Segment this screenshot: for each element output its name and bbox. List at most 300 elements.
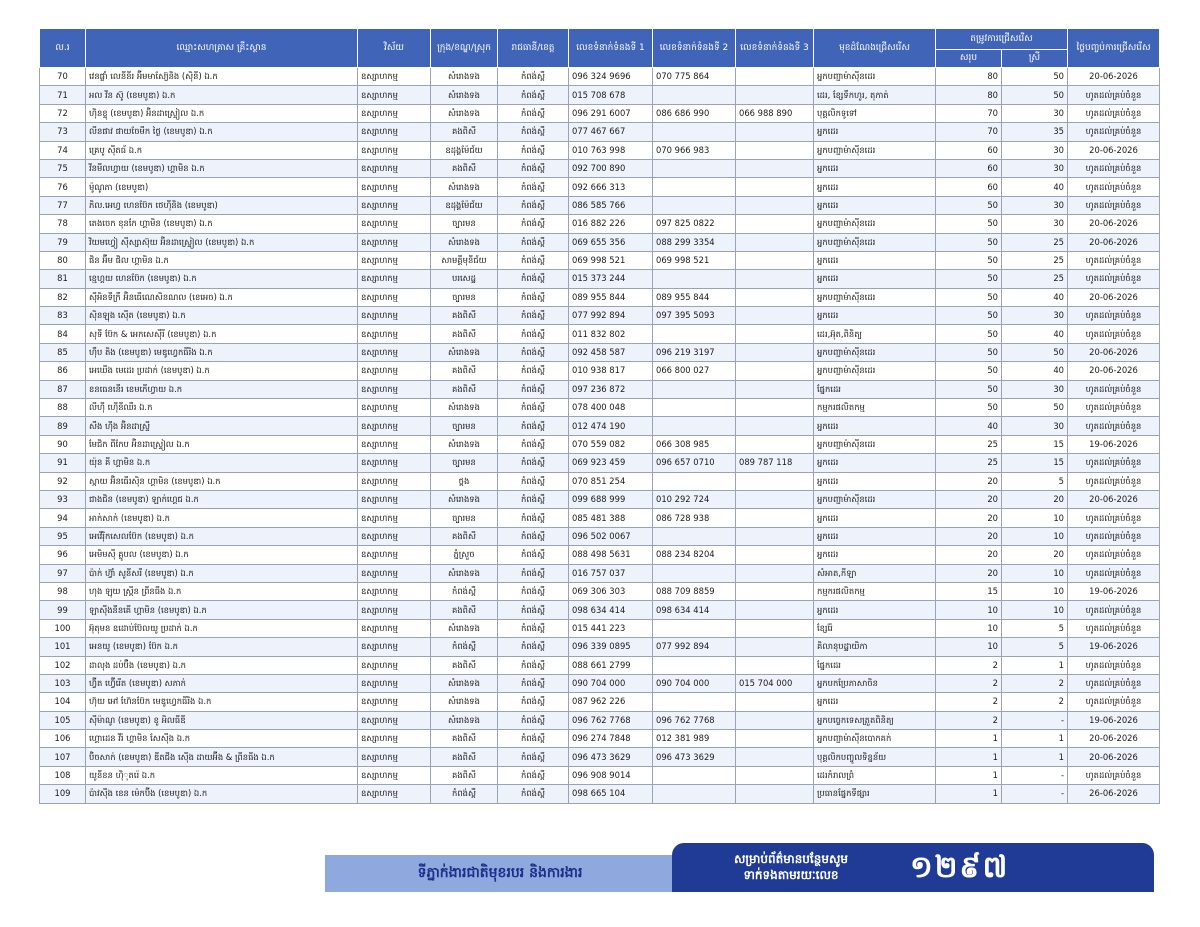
header-phone-3: លេខទំនាក់ទំនងទី 3 — [736, 29, 814, 68]
business-type: ឧស្សាហកម្ម — [358, 730, 431, 748]
phone-3 — [736, 141, 814, 159]
total-count: 2 — [936, 693, 1002, 711]
phone-2: 098 634 414 — [653, 601, 736, 619]
table-row — [40, 472, 1160, 490]
table-row — [40, 509, 1160, 527]
table-row — [40, 656, 1160, 674]
total-count: 50 — [936, 380, 1002, 398]
agency-banner — [325, 855, 675, 892]
company-name: ហុង ឡុយ ស្ព្រីន ព្រីនធីង ឯ.ក — [86, 582, 358, 600]
province: កំពង់ស្ពឺ — [498, 86, 569, 104]
company-name: អាក់សាក់ (ខេមបូឌា) ឯ.ក — [86, 509, 358, 527]
total-count: 1 — [936, 766, 1002, 784]
position: សំអាត,កីឡា — [814, 564, 936, 582]
deadline: ហូតដល់គ្រប់ចំនួន — [1068, 270, 1160, 288]
company-name: លីនផាវ ផាយចែមីក ថ្ងៃ (ខេមបូឌា) ឯ.ក — [86, 123, 358, 141]
business-type: ឧស្សាហកម្ម — [358, 656, 431, 674]
position: ដេរកំរាលព្រំ — [814, 766, 936, 784]
deadline: ហូតដល់គ្រប់ចំនួន — [1068, 178, 1160, 196]
female-count: 25 — [1002, 270, 1068, 288]
total-count: 80 — [936, 86, 1002, 104]
city: ច្បារមន — [431, 288, 498, 306]
female-count: 50 — [1002, 399, 1068, 417]
position: អ្នកបញ្ជាម៉ាស៊ីនដេរ — [814, 343, 936, 361]
row-number: 106 — [40, 730, 86, 748]
phone-2: 097 395 5093 — [653, 307, 736, 325]
header-position: មុខដំណែងជ្រើសរើស — [814, 29, 936, 68]
position: ដេរ, ខ្សែទឹកហូរ, តុកាត់ — [814, 86, 936, 104]
phone-2 — [653, 196, 736, 214]
table-row — [40, 362, 1160, 380]
table-row — [40, 693, 1160, 711]
female-count: - — [1002, 766, 1068, 784]
position: បុគ្គលិកទូទៅ — [814, 104, 936, 122]
city: គងពិសី — [431, 656, 498, 674]
phone-1: 090 704 000 — [569, 674, 653, 692]
deadline: 19-06-2026 — [1068, 582, 1160, 600]
business-type: ឧស្សាហកម្ម — [358, 582, 431, 600]
business-type: ឧស្សាហកម្ម — [358, 435, 431, 453]
business-type: ឧស្សាហកម្ម — [358, 380, 431, 398]
province: កំពង់ស្ពឺ — [498, 730, 569, 748]
phone-3 — [736, 472, 814, 490]
province: កំពង់ស្ពឺ — [498, 104, 569, 122]
city: គងពិសី — [431, 123, 498, 141]
position: អ្នកដេរ — [814, 509, 936, 527]
business-type: ឧស្សាហកម្ម — [358, 288, 431, 306]
city: ច្បារមន — [431, 215, 498, 233]
province: កំពង់ស្ពឺ — [498, 380, 569, 398]
job-listing-sheet — [39, 28, 1160, 804]
company-name: វីនមីលហ្វាយ (ខេមបូឌា) ហ្គាមិន ឯ.ក — [86, 159, 358, 177]
city: សំរោងទង — [431, 490, 498, 508]
total-count: 2 — [936, 711, 1002, 729]
table-row — [40, 178, 1160, 196]
row-number: 88 — [40, 399, 86, 417]
row-number: 103 — [40, 674, 86, 692]
table-row — [40, 159, 1160, 177]
header-recruitment-need: តម្រូវការជ្រើសរើស — [936, 29, 1068, 50]
phone-1: 098 634 414 — [569, 601, 653, 619]
row-number: 85 — [40, 343, 86, 361]
female-count: 10 — [1002, 601, 1068, 619]
table-row — [40, 564, 1160, 582]
table-row — [40, 288, 1160, 306]
female-count: 15 — [1002, 454, 1068, 472]
total-count: 40 — [936, 417, 1002, 435]
female-count: 40 — [1002, 325, 1068, 343]
phone-3 — [736, 325, 814, 343]
deadline: 20-06-2026 — [1068, 215, 1160, 233]
header-no: ល.រ — [40, 29, 86, 68]
phone-1: 069 306 303 — [569, 582, 653, 600]
deadline: ហូតដល់គ្រប់ចំនួន — [1068, 86, 1160, 104]
phone-1: 096 324 9696 — [569, 68, 653, 86]
province: កំពង់ស្ពឺ — [498, 619, 569, 637]
female-count: 5 — [1002, 472, 1068, 490]
position: ដេរ,អ៊ុត,ពិនិត្យ — [814, 325, 936, 343]
table-row — [40, 196, 1160, 214]
phone-2 — [653, 785, 736, 803]
phone-1: 096 908 9014 — [569, 766, 653, 784]
phone-2 — [653, 472, 736, 490]
company-name: ហ៊ិនខ្ទុ (ខេមបូឌា) អ៊ិនដាស្ទ្រៀល ឯ.ក — [86, 104, 358, 122]
phone-2: 070 966 983 — [653, 141, 736, 159]
city: គងពិសី — [431, 307, 498, 325]
business-type: ឧស្សាហកម្ម — [358, 104, 431, 122]
position: អ្នកដេរ — [814, 417, 936, 435]
province: កំពង់ស្ពឺ — [498, 270, 569, 288]
deadline: ហូតដល់គ្រប់ចំនួន — [1068, 674, 1160, 692]
deadline: 20-06-2026 — [1068, 730, 1160, 748]
city: ភ្នំស្រួច — [431, 546, 498, 564]
table-row — [40, 766, 1160, 784]
table-row — [40, 68, 1160, 86]
phone-3 — [736, 619, 814, 637]
position: អ្នកបញ្ជាម៉ាស៊ីនបោកគក់ — [814, 730, 936, 748]
province: កំពង់ស្ពឺ — [498, 472, 569, 490]
city: ច្បារមន — [431, 509, 498, 527]
phone-1: 016 882 226 — [569, 215, 653, 233]
total-count: 50 — [936, 399, 1002, 417]
city: សំរោងទង — [431, 178, 498, 196]
phone-2 — [653, 178, 736, 196]
phone-1: 070 559 082 — [569, 435, 653, 453]
female-count: 25 — [1002, 251, 1068, 269]
position: អ្នកបញ្ជាម៉ាស៊ីនដេរ — [814, 288, 936, 306]
business-type: ឧស្សាហកម្ម — [358, 178, 431, 196]
city: គងពិសី — [431, 380, 498, 398]
province: កំពង់ស្ពឺ — [498, 454, 569, 472]
total-count: 2 — [936, 656, 1002, 674]
row-number: 95 — [40, 527, 86, 545]
table-row — [40, 141, 1160, 159]
position: ខ្សែរ៉ែ — [814, 619, 936, 637]
city: សំរោងទង — [431, 435, 498, 453]
phone-1: 086 585 766 — [569, 196, 653, 214]
row-number: 90 — [40, 435, 86, 453]
company-name: អេឃើង មេដេរ ប្រដាក់ (ខេមបូឌា) ឯ.ក — [86, 362, 358, 380]
business-type: ឧស្សាហកម្ម — [358, 490, 431, 508]
deadline: ហូតដល់គ្រប់ចំនួន — [1068, 693, 1160, 711]
phone-3: 066 988 890 — [736, 104, 814, 122]
header-city: ក្រុង/ខណ្ឌ/ស្រុក — [431, 29, 498, 68]
business-type: ឧស្សាហកម្ម — [358, 674, 431, 692]
phone-2 — [653, 123, 736, 141]
row-number: 93 — [40, 490, 86, 508]
total-count: 80 — [936, 68, 1002, 86]
company-name: លីហ៊ី ហ៊ើនីឈឺរ ឯ.ក — [86, 399, 358, 417]
table-row — [40, 104, 1160, 122]
company-name: វេនផ្លាំ លេនីនីរ អ៊ីមមាស្យ៊ែនិង (ស៊ិនី) ឯ.ក — [86, 68, 358, 86]
phone-3 — [736, 288, 814, 306]
province: កំពង់ស្ពឺ — [498, 417, 569, 435]
female-count: 30 — [1002, 380, 1068, 398]
city: សំរោងទង — [431, 343, 498, 361]
total-count: 60 — [936, 141, 1002, 159]
row-number: 73 — [40, 123, 86, 141]
position: អ្នកដេរ — [814, 270, 936, 288]
table-header — [40, 29, 1160, 68]
deadline: 19-06-2026 — [1068, 711, 1160, 729]
business-type: ឧស្សាហកម្ម — [358, 766, 431, 784]
agency-name: ទីភ្នាក់ងារជាតិមុខរបរ និងការងារ — [417, 865, 583, 881]
female-count: 30 — [1002, 417, 1068, 435]
female-count: 50 — [1002, 68, 1068, 86]
company-name: អល វីន ស៊ូ (ខេមបូឌា) ឯ.ក — [86, 86, 358, 104]
position: អ្នកដេរ — [814, 454, 936, 472]
city: សំរោងទង — [431, 619, 498, 637]
business-type: ឧស្សាហកម្ម — [358, 527, 431, 545]
city: កំពង់ស្ពឺ — [431, 582, 498, 600]
total-count: 60 — [936, 178, 1002, 196]
position: អ្នកបញ្ជាម៉ាស៊ីនដេរ — [814, 435, 936, 453]
city: កំពង់ស្ពឺ — [431, 638, 498, 656]
position: អ្នកបញ្ជាម៉ាស៊ីនដេរ — [814, 68, 936, 86]
position: អ្នកដេរ — [814, 307, 936, 325]
deadline: ហូតដល់គ្រប់ចំនួន — [1068, 307, 1160, 325]
phone-2: 096 762 7768 — [653, 711, 736, 729]
phone-3: 089 787 118 — [736, 454, 814, 472]
hotline-number: ១២៩៧ — [910, 850, 1010, 885]
company-name: ហ៊ុយ អៅ ហ៊ែនប៊ែក មេឌូហ្វេកធីរិង ឯ.ក — [86, 693, 358, 711]
phone-3 — [736, 251, 814, 269]
city: បរសេដ្ឋ — [431, 270, 498, 288]
company-name: ភិល.អេហ្វ ហេនប៊ែក ថេហ៊ីនិង (ខេមបូឌា) — [86, 196, 358, 214]
phone-2 — [653, 619, 736, 637]
row-number: 98 — [40, 582, 86, 600]
row-number: 74 — [40, 141, 86, 159]
row-number: 108 — [40, 766, 86, 784]
position: អ្នកដេរ — [814, 546, 936, 564]
business-type: ឧស្សាហកម្ម — [358, 785, 431, 803]
business-type: ឧស្សាហកម្ម — [358, 251, 431, 269]
position: អ្នកបញ្ជាម៉ាស៊ីនដេរ — [814, 362, 936, 380]
row-number: 94 — [40, 509, 86, 527]
city: សំរោងទង — [431, 693, 498, 711]
city: គងពិសី — [431, 362, 498, 380]
company-name: សុទី ប៊ែក & អេកសេស៊ីរី (ខេមបូឌា) ឯ.ក — [86, 325, 358, 343]
deadline: ហូតដល់គ្រប់ចំនួន — [1068, 601, 1160, 619]
table-row — [40, 270, 1160, 288]
header-province: រាជធានី/ខេត្ត — [498, 29, 569, 68]
province: កំពង់ស្ពឺ — [498, 766, 569, 784]
deadline: ហូតដល់គ្រប់ចំនួន — [1068, 656, 1160, 674]
deadline: ហូតដល់គ្រប់ចំនួន — [1068, 619, 1160, 637]
phone-2: 096 657 0710 — [653, 454, 736, 472]
table-row — [40, 527, 1160, 545]
table-row — [40, 546, 1160, 564]
row-number: 107 — [40, 748, 86, 766]
deadline: ហូតដល់គ្រប់ចំនួន — [1068, 104, 1160, 122]
phone-1: 015 441 223 — [569, 619, 653, 637]
female-count: 10 — [1002, 564, 1068, 582]
phone-3 — [736, 233, 814, 251]
total-count: 50 — [936, 233, 1002, 251]
deadline: ហូតដល់គ្រប់ចំនួន — [1068, 454, 1160, 472]
phone-1: 096 291 6007 — [569, 104, 653, 122]
total-count: 1 — [936, 730, 1002, 748]
row-number: 86 — [40, 362, 86, 380]
female-count: 25 — [1002, 233, 1068, 251]
female-count: 20 — [1002, 490, 1068, 508]
position: ផ្នែកដេរ — [814, 656, 936, 674]
total-count: 50 — [936, 196, 1002, 214]
deadline: 20-06-2026 — [1068, 343, 1160, 361]
phone-3 — [736, 68, 814, 86]
deadline: ហូតដល់គ្រប់ចំនួន — [1068, 472, 1160, 490]
table-row — [40, 86, 1160, 104]
company-name: អ៊ុតុមន ឧដោប់ប៊ែលយូ ប្រដាក់ ឯ.ក — [86, 619, 358, 637]
deadline: 20-06-2026 — [1068, 288, 1160, 306]
province: កំពង់ស្ពឺ — [498, 656, 569, 674]
phone-2: 070 775 864 — [653, 68, 736, 86]
business-type: ឧស្សាហកម្ម — [358, 693, 431, 711]
row-number: 109 — [40, 785, 86, 803]
phone-2 — [653, 399, 736, 417]
phone-1: 069 655 356 — [569, 233, 653, 251]
company-name: ខនធេននើរ ខេមភើហ្វាយ ឯ.ក — [86, 380, 358, 398]
row-number: 71 — [40, 86, 86, 104]
job-listing-table — [39, 28, 1160, 804]
deadline: 20-06-2026 — [1068, 68, 1160, 86]
female-count: 40 — [1002, 288, 1068, 306]
position: អ្នកបញ្ជាម៉ាស៊ីនដេរ — [814, 233, 936, 251]
female-count: 10 — [1002, 509, 1068, 527]
phone-1: 096 762 7768 — [569, 711, 653, 729]
row-number: 70 — [40, 68, 86, 86]
row-number: 92 — [40, 472, 86, 490]
province: កំពង់ស្ពឺ — [498, 711, 569, 729]
province: កំពង់ស្ពឺ — [498, 564, 569, 582]
phone-3 — [736, 380, 814, 398]
phone-2 — [653, 766, 736, 784]
city: កំពង់ស្ពឺ — [431, 785, 498, 803]
total-count: 15 — [936, 582, 1002, 600]
province: កំពង់ស្ពឺ — [498, 693, 569, 711]
female-count: 1 — [1002, 656, 1068, 674]
company-name: អេមិមស៊ី គ្លូបល (ខេមបូឌា) ឯ.ក — [86, 546, 358, 564]
row-number: 79 — [40, 233, 86, 251]
business-type: ឧស្សាហកម្ម — [358, 68, 431, 86]
deadline: ហូតដល់គ្រប់ចំនួន — [1068, 564, 1160, 582]
company-name: ហ្គោដេន វីរ៉ ហ្គាមិន សែស៊ីង ឯ.ក — [86, 730, 358, 748]
province: កំពង់ស្ពឺ — [498, 343, 569, 361]
phone-2 — [653, 86, 736, 104]
company-name: ស៊ីម៉ាណូ (ខេមបូឌា) ខូ អិលធីឌី — [86, 711, 358, 729]
business-type: ឧស្សាហកម្ម — [358, 343, 431, 361]
female-count: 15 — [1002, 435, 1068, 453]
position: ផ្នែកដេរ — [814, 380, 936, 398]
company-name: ស្កាយ អ៊ិនធើរស៊ិន ហ្គាមិន (ខេមបូឌា) ឯ.ក — [86, 472, 358, 490]
row-number: 101 — [40, 638, 86, 656]
province: កំពង់ស្ពឺ — [498, 785, 569, 803]
total-count: 25 — [936, 454, 1002, 472]
business-type: ឧស្សាហកម្ម — [358, 325, 431, 343]
phone-2: 012 381 989 — [653, 730, 736, 748]
table-row — [40, 674, 1160, 692]
position: អ្នកបញ្ជាម៉ាស៊ីនដេរ — [814, 215, 936, 233]
phone-3 — [736, 435, 814, 453]
business-type: ឧស្សាហកម្ម — [358, 638, 431, 656]
company-name: យូនីខន ហ៊ិុតរ៉េ ឯ.ក — [86, 766, 358, 784]
business-type: ឧស្សាហកម្ម — [358, 748, 431, 766]
city: សំរោងទង — [431, 711, 498, 729]
row-number: 100 — [40, 619, 86, 637]
phone-1: 088 498 5631 — [569, 546, 653, 564]
total-count: 25 — [936, 435, 1002, 453]
position: អ្នកដេរ — [814, 251, 936, 269]
table-row — [40, 638, 1160, 656]
phone-1: 087 962 226 — [569, 693, 653, 711]
phone-3 — [736, 307, 814, 325]
total-count: 70 — [936, 104, 1002, 122]
city: គងពិសី — [431, 159, 498, 177]
company-name: យ៉ុន គី ហ្គាមិន ឯ.ក — [86, 454, 358, 472]
phone-2 — [653, 693, 736, 711]
province: កំពង់ស្ពឺ — [498, 325, 569, 343]
female-count: 50 — [1002, 343, 1068, 361]
female-count: 40 — [1002, 362, 1068, 380]
table-row — [40, 748, 1160, 766]
table-row — [40, 454, 1160, 472]
province: កំពង់ស្ពឺ — [498, 307, 569, 325]
phone-3 — [736, 490, 814, 508]
total-count: 20 — [936, 509, 1002, 527]
phone-3 — [736, 86, 814, 104]
phone-2 — [653, 380, 736, 398]
phone-1: 012 474 190 — [569, 417, 653, 435]
company-name: ប៉ាក់ ហ្វ៊ាំ សូនីសរី (ខេមបូឌា) ឯ.ក — [86, 564, 358, 582]
header-female: ស្រី — [1002, 50, 1068, 68]
phone-2: 010 292 724 — [653, 490, 736, 508]
phone-1: 096 274 7848 — [569, 730, 653, 748]
female-count: 10 — [1002, 527, 1068, 545]
female-count: 30 — [1002, 141, 1068, 159]
phone-3 — [736, 399, 814, 417]
province: កំពង់ស្ពឺ — [498, 435, 569, 453]
city: សំរោងទង — [431, 564, 498, 582]
city: ឧដុង្គម៉ែជ័យ — [431, 196, 498, 214]
province: កំពង់ស្ពឺ — [498, 674, 569, 692]
company-name: ស៊ីអិនទីក្រឺ អ៊ិនធើណេសិនណល (ខេអេច) ឯ.ក — [86, 288, 358, 306]
total-count: 10 — [936, 638, 1002, 656]
company-name: ហ៊ឺប តិង (ខេមបូឌា) មេឌូហ្វេកធីរិង ឯ.ក — [86, 343, 358, 361]
position: អ្នកបកប្រែភាសាចិន — [814, 674, 936, 692]
table-row — [40, 325, 1160, 343]
province: កំពង់ស្ពឺ — [498, 527, 569, 545]
deadline: 20-06-2026 — [1068, 748, 1160, 766]
table-row — [40, 601, 1160, 619]
row-number: 105 — [40, 711, 86, 729]
province: កំពង់ស្ពឺ — [498, 251, 569, 269]
row-number: 104 — [40, 693, 86, 711]
phone-3 — [736, 196, 814, 214]
deadline: ហូតដល់គ្រប់ចំនួន — [1068, 509, 1160, 527]
row-number: 102 — [40, 656, 86, 674]
position: អ្នកដេរ — [814, 196, 936, 214]
phone-1: 096 339 0895 — [569, 638, 653, 656]
table-row — [40, 123, 1160, 141]
row-number: 76 — [40, 178, 86, 196]
total-count: 50 — [936, 288, 1002, 306]
phone-1: 096 502 0067 — [569, 527, 653, 545]
hotline-caption-line-1: សម្រាប់ព័ត៌មានបន្ថែមសូម — [733, 852, 849, 866]
hotline-caption-line-2: ទាក់ទងតាមរយៈលេខ — [743, 868, 839, 882]
female-count: 20 — [1002, 546, 1068, 564]
position: អ្នកដេរ — [814, 601, 936, 619]
phone-1: 011 832 802 — [569, 325, 653, 343]
